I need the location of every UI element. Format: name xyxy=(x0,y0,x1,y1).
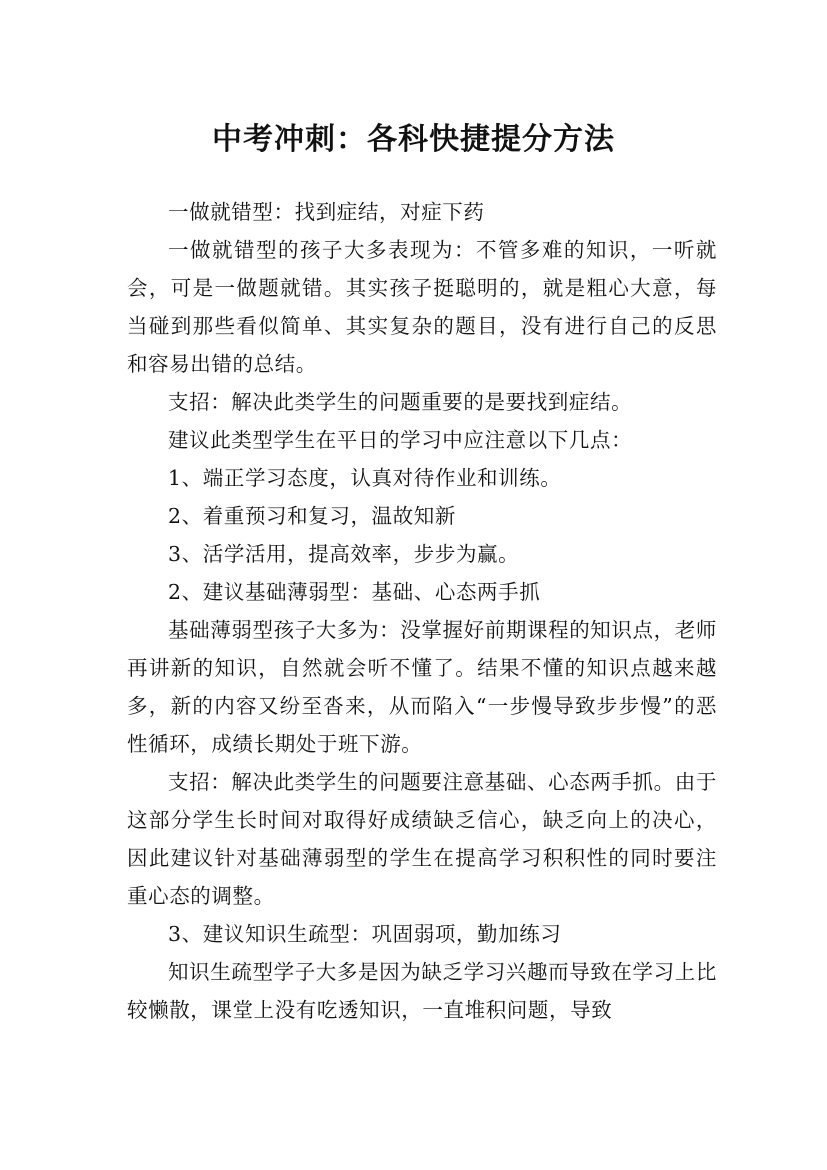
paragraph: 支招：解决此类学生的问题重要的是要找到症结。 xyxy=(168,390,633,414)
document-body xyxy=(127,193,717,1029)
paragraph-heading-3: 3、建议知识生疏型：巩固弱项，勤加练习 xyxy=(168,922,562,946)
paragraph-heading-1: 一做就错型：找到症结，对症下药 xyxy=(168,200,485,224)
paragraph: 支招：解决此类学生的问题要注意基础、心态两手抓。由于这部分学生长时间对取得好成绩缺乏信心，缺乏向上的决心，因此建议针对基础薄弱型的学生在提高学习积积性的同时要注重心态的调整。 xyxy=(127,770,717,908)
list-item: 2、着重预习和复习，温故知新 xyxy=(168,504,456,528)
paragraph: 一做就错型的孩子大多表现为：不管多难的知识，一听就会，可是一做题就错。其实孩子挺聪明的，就是粗心大意，每当碰到那些看似简单、其实复杂的题目，没有进行自己的反思和容易出错的总结。 xyxy=(127,238,717,376)
paragraph: 知识生疏型学子大多是因为缺乏学习兴趣而导致在学习上比较懒散，课堂上没有吃透知识，一直堆积问题，导致 xyxy=(127,960,717,1022)
document-title: 中考冲刺：各科快捷提分方法 xyxy=(212,122,615,158)
list-item: 1、端正学习态度，认真对待作业和训练。 xyxy=(168,466,562,490)
paragraph-heading-2: 2、建议基础薄弱型：基础、心态两手抓 xyxy=(168,580,541,604)
paragraph: 基础薄弱型孩子大多为：没掌握好前期课程的知识点，老师再讲新的知识，自然就会听不懂了。结果不懂的知识点越来越多，新的内容又纷至沓来，从而陷入“一步慢导致步步慢”的恶性循环，成绩长期处于班下游。 xyxy=(127,618,717,756)
list-item: 3、活学活用，提高效率，步步为赢。 xyxy=(168,542,520,566)
paragraph: 建议此类型学生在平日的学习中应注意以下几点： xyxy=(168,428,633,452)
